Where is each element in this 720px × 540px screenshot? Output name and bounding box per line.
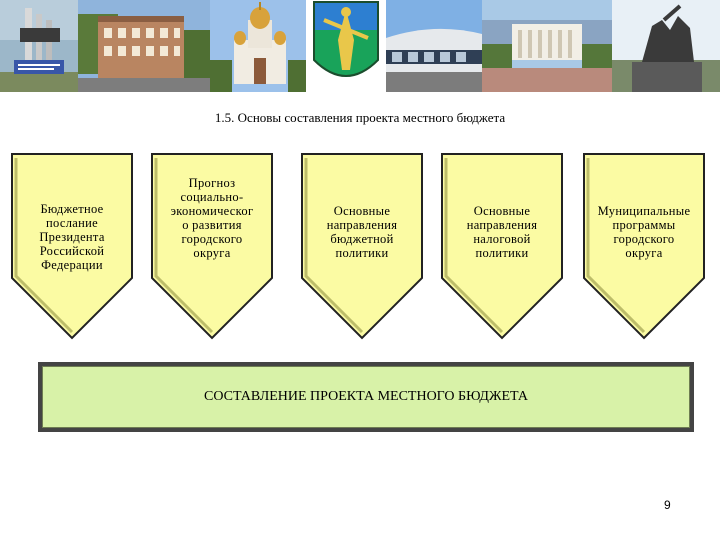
page-number: 9 — [664, 498, 671, 512]
arrow-label: Муниципальные программы городского округа — [597, 204, 691, 260]
city-emblem — [306, 0, 386, 92]
summary-bar-label: СОСТАВЛЕНИЕ ПРОЕКТА МЕСТНОГО БЮДЖЕТА — [42, 366, 690, 428]
city-stele-photo — [0, 0, 78, 92]
monument-photo — [612, 0, 720, 92]
arrow-label: Бюджетное послание Президента Российской Федерации — [39, 202, 105, 272]
arrow-label: Основные направления бюджетной политики — [326, 204, 398, 260]
stadium-photo — [386, 0, 482, 92]
summary-bar — [38, 362, 694, 432]
arrow-label: Основные направления налоговой политики — [466, 204, 538, 260]
square-photo — [482, 0, 612, 92]
arrow-label: Прогноз социально- экономическог о развития городского округа — [170, 176, 254, 260]
cathedral-photo — [210, 0, 306, 92]
photo-banner — [0, 0, 720, 92]
slide-title: 1.5. Основы составления проекта местного бюджета — [214, 110, 506, 125]
street-building-photo — [78, 0, 210, 92]
